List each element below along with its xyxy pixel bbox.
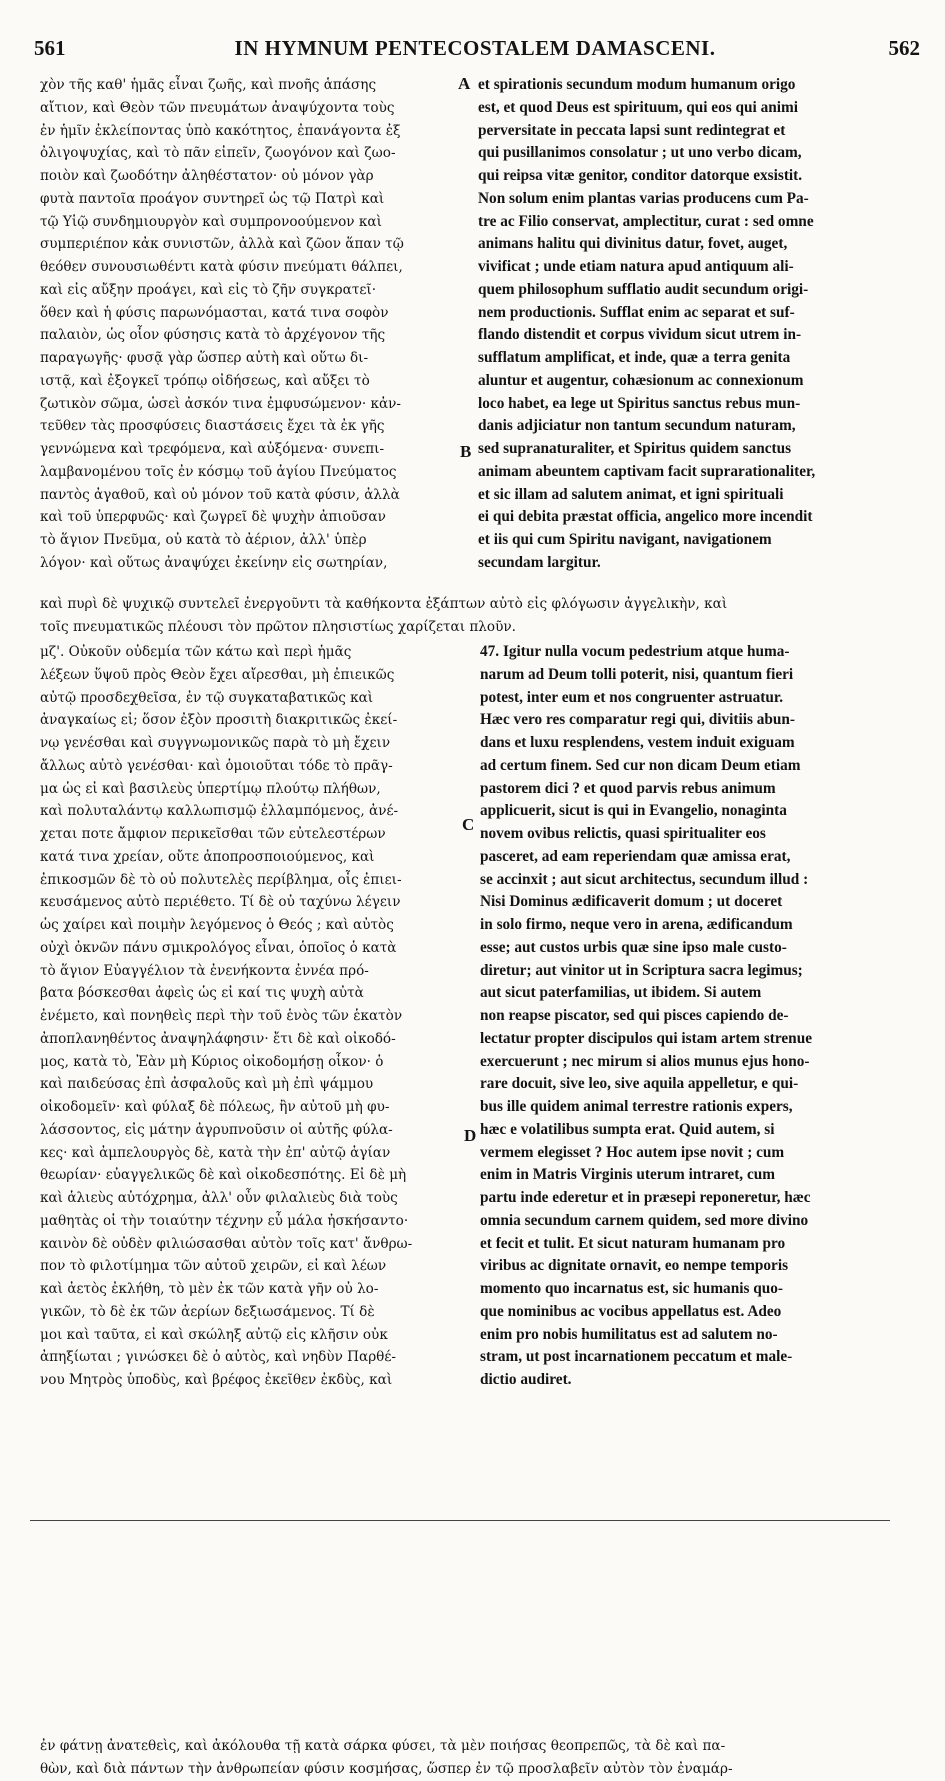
text-line: φυτὰ παντοῖα πρoάγον συντηρεῖ ὡς τῷ Πατρὶ καὶ: [40, 190, 385, 207]
text-line: est, et quod Deus est spirituum, qui eos qui animi: [478, 98, 799, 116]
text-line: συμπεριέπον κἀκ συνιστῶν, ἀλλὰ καὶ ζῶον ἅπαν τῷ: [40, 236, 404, 253]
text-line: vivificat ; unde etiam natura apud antiquum ali-: [478, 258, 794, 275]
text-line: loco habet, ea lege ut Spiritus sanctus rebus mun-: [478, 394, 801, 412]
text-line: qui reipsa vitæ genitor, conditor datorque exsistit.: [478, 167, 803, 184]
text-line: κες· καὶ ἀμπελουργὸς δὲ, κατὰ τὴν ἐπ' αὐτῷ ἁγίαν: [40, 1144, 391, 1161]
text-line: κατά τινα χρείαν, οὔτε ἀποπροσποιούμενος, καὶ: [40, 848, 375, 865]
text-line: καὶ εἰς αὔξην προάγει, καὶ εἰς τὸ ζῆν συγκρατεῖ·: [40, 281, 377, 298]
text-line: Non solum enim plantas varias producens cum Pa-: [478, 189, 809, 207]
text-line: nem productionis. Sufflat enim ac separat et suf-: [478, 303, 795, 321]
latin-column-bottom: [480, 641, 900, 1392]
text-line: λαμβανομένου τοῖς ἐν κόσμῳ τοῦ ἁγίου Πνεύματος: [40, 463, 397, 480]
text-line: in solo firmo, neque vero in arena, ædificandum: [480, 916, 793, 933]
text-line: παραγωγῆς· φυσᾷ γὰρ ὥσπερ αὐτὴ καὶ οὕτω δι-: [40, 350, 369, 366]
text-line: τὸ ἅγιον Πνεῦμα, οὐ κατὰ τὸ ἀέριον, ἀλλ' ὑπὲρ: [40, 532, 367, 548]
text-line: pasceret, ad eam reperiendam quæ amissa erat,: [480, 847, 791, 865]
text-line: καὶ τοῦ ὑπερφυῶς· καὶ ζωγρεῖ δὲ ψυχὴν ἀπιοῦσαν: [40, 509, 386, 526]
text-line: καὶ ἁλιεὺς αὐτόχρημα, ἀλλ' οὖν φιλαλιεὺς διὰ τοὺς: [40, 1190, 398, 1206]
text-line: diretur; aut vinitor ut in Scriptura sacra legimus;: [480, 961, 803, 979]
text-line: παντὸς ἀγαθοῦ, καὶ οὐ μόνον τοῦ κατὰ φύσιν, ἀλλὰ: [40, 486, 400, 503]
text-line: ὅθεν καὶ ἡ φύσις παρωνόμασται, κατά τινα σοφὸν: [40, 304, 389, 321]
text-line: perversitate in peccata lapsi sunt redintegrat et: [478, 121, 786, 139]
text-line: qui pusillanimos consolatur ; ut uno verbo dicam,: [478, 144, 802, 162]
text-line: ἀποπλανηθέντος ἀναψηλάφησιν· ἔτι δὲ καὶ οἰκοδό-: [40, 1030, 396, 1047]
text-line: dictio audiret.: [480, 1371, 572, 1388]
text-line: lectatur propter discipulos qui istam artem strenue: [480, 1029, 812, 1047]
text-line: viribus ac dignitate ornavit, eo nempe temporis: [480, 1257, 789, 1275]
text-line: bus ille quidem animal terrestre rationis expers,: [480, 1098, 793, 1115]
text-line: ei qui debita præstat officia, angelico more incendit: [478, 508, 813, 526]
text-line: momento quo incarnatus est, sic humanis quo-: [480, 1280, 784, 1297]
text-line: animam abeuntem captivam facit suprarationaliter,: [478, 462, 816, 480]
text-line: novem ovibus relictis, quasi spiritualiter eos: [480, 825, 766, 842]
text-line: animans halitu qui divinitus datur, fovet, auget,: [478, 235, 788, 253]
text-line: enim pro nobis humilitatus est ad salutem no-: [480, 1325, 778, 1343]
text-line: sufflatum amplificat, et inde, quæ a terra genita: [478, 349, 791, 366]
text-line: καὶ πολυταλάντῳ καλλωπισμῷ ἐλλαμπόμενος, ἀνέ-: [40, 803, 399, 820]
text-line: οἰκοδομεῖν· καὶ φύλαξ δὲ πόλεως, ἢν αὐτοῦ μὴ φυ-: [40, 1099, 390, 1115]
text-line: et sic illam ad salutem animat, et igni spirituali: [478, 485, 784, 503]
page-number-right: 562: [888, 36, 920, 60]
greek-column-top: [40, 74, 465, 575]
text-line: potest, inter eum et nos congruenter astruatur.: [480, 688, 784, 706]
text-line: tre ac Filio conservat, amplectitur, curat : sed omne: [478, 212, 814, 230]
text-line: omnia secundum carnem quidem, sed more divino: [480, 1211, 809, 1229]
text-line: θὼν, καὶ διὰ πάντων τὴν ἀνθρωπείαν φύσιν κοσμήσας, ὥσπερ ἐν τῷ προσλαβεῖν αὐτὸν τὸν ἐναμάρ-: [40, 1760, 733, 1777]
text-line: γεννώμενα καὶ τρεφόμενα, καὶ αὐξόμενα· συνεπι-: [40, 441, 385, 457]
text-line: applicuerit, sicut is qui in Evangelio, nonaginta: [480, 802, 787, 820]
text-line: τὸ ἅγιον Εὐαγγέλιον τὰ ἐνενήκοντα ἐννέα πρό-: [40, 962, 369, 979]
text-line: καὶ πυρὶ δὲ ψυχικῷ συντελεῖ ἐνεργοῦντι τὰ καθήκοντα ἐξάπτων αὐτὸ εἰς φλόγωσιν ἀγγελικὴν, καὶ: [40, 596, 728, 612]
text-line: αὐτῷ προσδεχθεῖσα, ἐν τῷ συγκαταβατικῶς καὶ: [40, 689, 374, 706]
text-line: sed supranaturaliter, et Spiritus quidem sanctus: [478, 440, 792, 457]
text-line: λέξεων ὕψοῦ πρὸς Θεὸν ἔχει αἴρεσθαι, μὴ ἐπιεικῶς: [40, 666, 395, 683]
text-line: aut sicut paterfamilias, ut ibidem. Si autem: [480, 984, 762, 1002]
text-line: que nominibus ac vocibus appellatus est. Adeo: [480, 1302, 782, 1320]
text-line: ιστᾷ, καὶ ἐξογκεῖ τρόπῳ οἰδήσεως, καὶ αὔξει τὸ: [40, 372, 370, 389]
page-header: [30, 36, 920, 76]
greek-column-bottom: [40, 641, 475, 1392]
text-line: μα ὡς εἰ καὶ βασιλεὺς ὑπερτίμῳ πλούτῳ πλήθων,: [40, 780, 381, 797]
text-line: et spirationis secundum modum humanum origo: [478, 76, 796, 93]
text-line: ἄλλως αὐτὸ γενέσθαι· καὶ ὁμοιοῦται τόδε τὸ πρᾶγ-: [40, 757, 393, 774]
text-line: νῳ γενέσθαι καὶ συγγνωμονικῶς παρὰ τὸ μὴ ἔχειν: [40, 735, 391, 751]
text-line: secundam largitur.: [478, 553, 601, 571]
page-number-left: 561: [34, 36, 66, 60]
text-line: χὸν τῆς καθ' ἡμᾶς εἶναι ζωῆς, καὶ πνοῆς ἁπάσης: [40, 77, 377, 93]
text-line: Hæc vero res comparatur regi qui, divitiis abun-: [480, 711, 796, 729]
text-line: ὡς χαίρει καὶ ποιμὴν λεγόμενος ὁ Θεός ; καὶ αὐτὸς: [40, 917, 394, 933]
text-line: ὀλιγοψυχίας, καὶ τὸ πᾶν εἰπεῖν, ζωογόνον καὶ ζωο-: [40, 145, 396, 162]
text-line: μζ'. Οὐκοῦν οὐδεμία τῶν κάτω καὶ περὶ ἡμᾶς: [40, 644, 352, 660]
text-line: flando distendit et corpus vividum sicut utrem in-: [478, 326, 802, 344]
text-line: μαθητὰς οἱ τὴν τοιαύτην τέχνην εὖ μάλα ἠσκήσαντο·: [40, 1212, 409, 1229]
text-line: ἐπικοσμῶν δὲ τὸ οὐ πολυτελὲς περίβλημα, οἷς ἐπιει-: [40, 871, 402, 888]
text-line: dans et luxu resplendens, vestem induit exiguam: [480, 734, 795, 751]
text-line: γικῶν, τὸ δὲ ἐκ τῶν ἀερίων δεξιωσάμενος. Τί δὲ: [40, 1303, 375, 1320]
greek-closing-passage: [40, 1735, 905, 1781]
text-line: non reapse piscator, sed qui pisces capiendo de-: [480, 1007, 789, 1024]
text-line: ἀναγκαίως εἰ; ὅσον ἐξὸν προσιτὴ διακριτικῶς ἐκεί-: [40, 712, 398, 729]
text-line: rare docuit, sive leo, sive aquila appelletur, e qui-: [480, 1075, 799, 1093]
text-line: καινὸν δὲ οὐδὲν φιλιώσασθαι αὐτὸν τοῖς κατ' ἄνθρω-: [40, 1235, 413, 1252]
text-line: pastorem dici ? et quod parvis rebus animum: [480, 779, 776, 797]
text-line: 47. Igitur nulla vocum pedestrium atque huma-: [480, 643, 790, 660]
text-line: λόγον· καὶ οὕτως ἀναψύχει ἐκείνην εἰς σωτηρίαν,: [40, 554, 388, 571]
text-line: θεωρίαν· εὐαγγελικῶς δὲ καὶ οἰκοδεσπότης. Εἰ δὲ μὴ: [40, 1167, 407, 1184]
text-line: βατα βόσκεσθαι ἀφεὶς ὡς εἰ καί τις ψυχὴ αὐτὰ: [40, 985, 364, 1002]
text-line: narum ad Deum tolli poterit, nisi, quantum fieri: [480, 665, 794, 683]
text-line: enim in Matris Virginis uterum intraret, cum: [480, 1166, 775, 1184]
text-line: Nisi Dominus ædificaverit domum ; ut doceret: [480, 893, 783, 911]
text-line: vermem elegisset ? Hoc autem ipse novit ; cum: [480, 1143, 785, 1161]
text-line: νου Μητρὸς ὑποδὺς, καὶ βρέφος ἐκεῖθεν ἐκδὺς, καὶ: [40, 1372, 393, 1388]
text-line: πον τὸ φιλοτίμημα τῶν αὐτοῦ χειρῶν, εἰ καὶ λέων: [40, 1258, 387, 1275]
text-line: et fecit et tulit. Et sicut naturam humanam pro: [480, 1234, 786, 1252]
text-line: παλαιὸν, ὡς οἷον φύσησις κατὰ τὸ ἀρχέγονον τῆς: [40, 327, 386, 344]
text-line: ποιὸν καὶ ζωοδότην ἀληθέστατον· οὐ μόνον γὰρ: [40, 168, 374, 184]
text-line: partu inde ederetur et in præsepi reponeretur, hæc: [480, 1189, 811, 1206]
text-line: θεόθεν συνουσιωθέντι κατὰ φύσιν πνεύματι θάλπει,: [40, 259, 403, 275]
text-line: αἴτιον, καὶ Θεὸν τῶν πνευμάτων ἀναψύχοντα τοὺς: [40, 99, 395, 116]
footer-rule: [30, 1520, 890, 1521]
text-line: οὐχὶ ὀκνῶν πάνυ σμικρολόγος εἶναι, ὁποῖος ὁ κατὰ: [40, 939, 397, 956]
margin-marker-b: B: [460, 442, 472, 461]
text-line: ζωτικὸν σῶμα, ὡσεὶ ἀσκόν τινα ἐμφυσώμενον· κἀν-: [40, 395, 402, 412]
text-line: ἀπηξίωται ; γινώσκει δὲ ὁ αὐτὸς, καὶ νηδὺν Παρθέ-: [40, 1349, 397, 1366]
text-line: κευσάμενος αὐτὸ περιέθετο. Τί δὲ οὐ ταχύνω λέγειν: [40, 894, 401, 911]
text-line: τῷ Υἱῷ συνδημιουργὸν καὶ συμπρονοούμενον καὶ: [40, 213, 382, 230]
text-line: λάσσοντος, εἰς μάτην ἀγρυπνοῦσιν οἱ αὐτῆς φύλα-: [40, 1121, 393, 1138]
text-line: se accinxit ; aut sicut architectus, secundum illud :: [480, 870, 809, 888]
text-line: aluntur et augentur, cohæsionum ac connexionum: [478, 371, 804, 389]
text-line: et iis qui cum Spiritu navigant, navigationem: [478, 531, 772, 548]
text-line: καὶ παιδεύσας ἐπὶ ἀσφαλοῦς καὶ μὴ ἐπὶ ψάμμου: [40, 1076, 374, 1093]
greek-full-width-passage: [40, 593, 905, 639]
latin-column-top: [478, 74, 900, 575]
text-line: τοῖς πνευματικῶς πλέουσι τὸν πρῶτον πλησιστίως χαρίζεται πλοῦν.: [40, 618, 516, 635]
running-title: IN HYMNUM PENTECOSTALEM DAMASCENI.: [234, 36, 716, 60]
text-line: μοι καὶ ταῦτα, εἰ καὶ σκώληξ αὐτῷ εἰς κλῆσιν οὐκ: [40, 1326, 388, 1343]
text-line: καὶ ἀετὸς ἐκλήθη, τὸ μὲν ἐκ τῶν κατὰ γῆν οὐ λο-: [40, 1281, 379, 1297]
margin-marker-c: C: [462, 815, 475, 834]
text-line: stram, ut post incarnationem peccatum et male-: [480, 1348, 793, 1366]
text-line: ἐνέμετο, καὶ πονηθεὶς περὶ τὴν τοῦ ἑνὸς τῶν ἑκατὸν: [40, 1008, 403, 1024]
text-line: hæc e volatilibus sumpta erat. Quid autem, si: [480, 1120, 775, 1138]
text-line: μος, κατὰ τὸ, Ἐὰν μὴ Κύριος οἰκοδομήσῃ οἶκον· ὁ: [40, 1053, 384, 1070]
margin-marker-a: A: [458, 74, 471, 93]
text-line: ἐν φάτνῃ ἀνατεθεὶς, καὶ ἀκόλουθα τῇ κατὰ σάρκα φύσει, τὰ μὲν ποιήσας θεοπρεπῶς, τὰ δὲ καὶ πα-: [40, 1738, 726, 1754]
text-line: esse; aut custos urbis quæ sine ipso male custo-: [480, 938, 787, 956]
text-line: ad certum finem. Sed cur non dicam Deum etiam: [480, 756, 801, 774]
margin-marker-d: D: [464, 1126, 477, 1145]
text-line: τεῦθεν τὰς προσφύσεις διαστάσεις ἔχει τὰ ἐκ γῆς: [40, 418, 385, 435]
text-line: ἐν ἡμῖν ἐκλείποντας ὑπὸ κακότητος, ἐπανάγοντα ἐξ: [40, 122, 401, 139]
text-line: χεται ποτε ἄμφιον περικεῖσθαι τῶν εὐτελεστέρων: [40, 826, 386, 842]
text-line: exercuerunt ; nec mirum si alios munus ejus hono-: [480, 1052, 810, 1070]
text-line: danis adjiciatur non tantum secundum naturam,: [478, 417, 796, 435]
text-line: quem philosophum sufflatio audit secundum origi-: [478, 280, 809, 298]
